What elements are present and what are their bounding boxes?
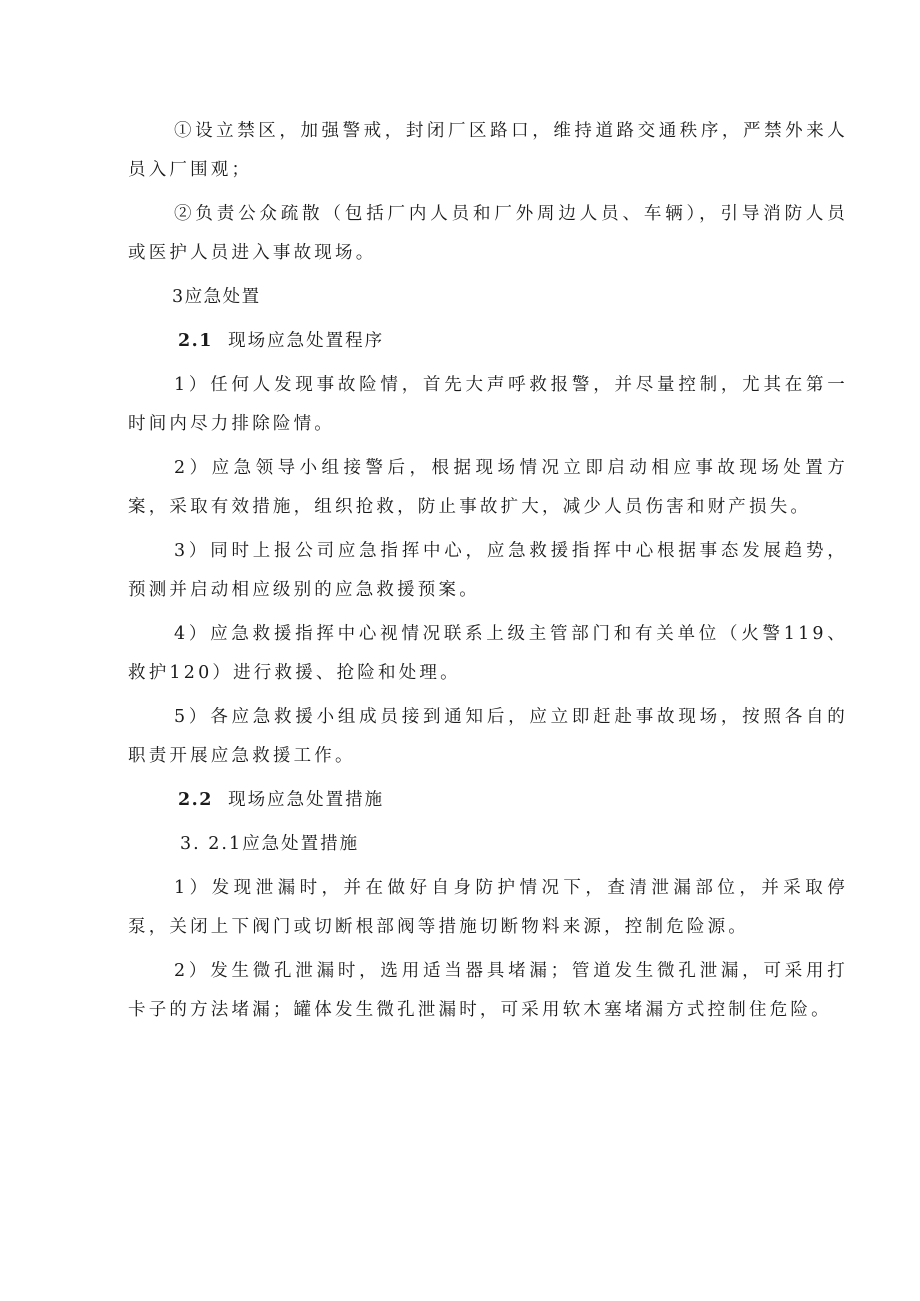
measure-item-2: 2）发生微孔泄漏时，选用适当器具堵漏；管道发生微孔泄漏，可采用打卡子的方法堵漏；罐体发生微孔泄漏时，可采用软木塞堵漏方式控制住危险。 (128, 961, 848, 1020)
section-number: 2.2 (178, 790, 213, 810)
measure-item-1: 1）发现泄漏时，并在做好自身防护情况下，查清泄漏部位，并采取停泵，关闭上下阀门或切断根部阀等措施切断物料来源，控制危险源。 (128, 878, 848, 937)
section-number: 2.1 (178, 331, 213, 351)
section-title: 现场应急处置措施 (228, 790, 385, 810)
procedure-item-2: 2）应急领导小组接警后，根据现场情况立即启动相应事故现场处置方案，采取有效措施，组织抢救，防止事故扩大，减少人员伤害和财产损失。 (128, 458, 848, 517)
procedure-item-1: 1）任何人发现事故险情，首先大声呼救报警，并尽量控制，尤其在第一时间内尽力排除险情。 (128, 375, 848, 434)
section-heading-3: 3应急处置 (172, 287, 261, 307)
paragraph-public-evacuation: ②负责公众疏散（包括厂内人员和厂外周边人员、车辆），引导消防人员或医护人员进入事故现场。 (128, 204, 848, 263)
section-title: 现场应急处置程序 (228, 331, 385, 351)
procedure-item-4: 4）应急救援指挥中心视情况联系上级主管部门和有关单位（火警119、救护120）进行救援、抢险和处理。 (128, 624, 848, 683)
procedure-item-3: 3）同时上报公司应急指挥中心，应急救援指挥中心根据事态发展趋势，预测并启动相应级别的应急救援预案。 (128, 541, 848, 600)
section-heading-3-2-1: 3. 2.1应急处置措施 (180, 834, 360, 854)
paragraph-restricted-zone: ①设立禁区，加强警戒，封闭厂区路口，维持道路交通秩序，严禁外来人员入厂围观； (128, 121, 848, 180)
procedure-item-5: 5）各应急救援小组成员接到通知后，应立即赶赴事故现场，按照各自的职责开展应急救援工作。 (128, 707, 848, 766)
section-heading-2-1 (128, 322, 848, 361)
document-body (128, 112, 848, 1035)
section-heading-2-2 (128, 781, 848, 820)
